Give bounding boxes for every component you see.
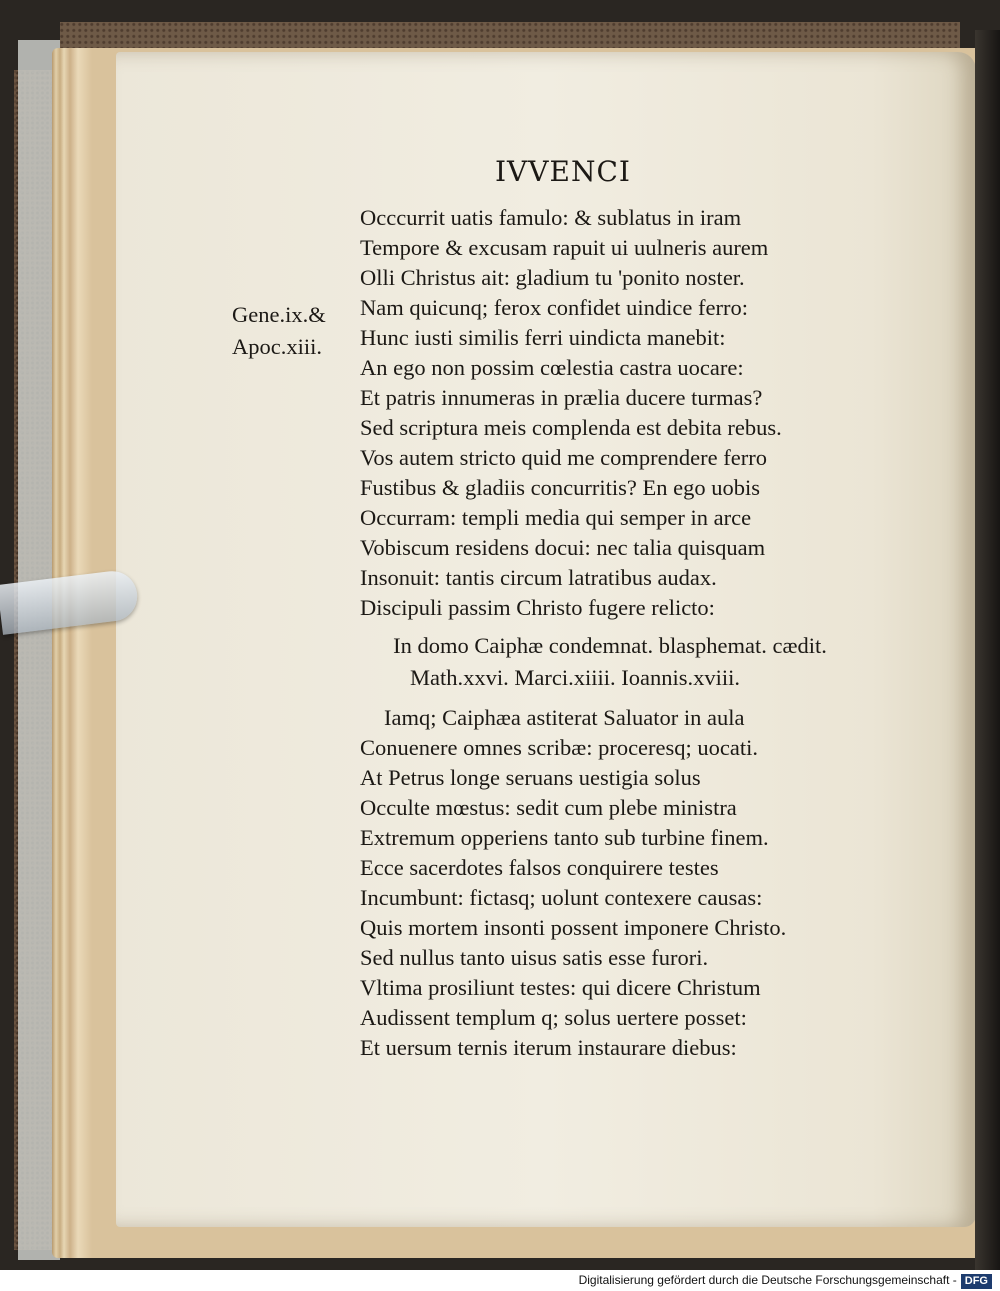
section-reference: Math.xxvi. Marci.xiiii. Ioannis.xviii. <box>410 665 740 690</box>
footer-credit <box>0 1270 1000 1291</box>
dfg-logo: DFG <box>961 1274 992 1289</box>
verse-line: Tempore & excusam rapuit ui uulneris aurem <box>360 235 769 260</box>
verse-line: Extremum opperiens tanto sub turbine finem. <box>360 825 769 850</box>
section-heading: In domo Caiphæ condemnat. blasphemat. cædit. <box>393 633 827 658</box>
verse-line: Conuenere omnes scribæ: proceresq; uocati. <box>360 735 759 760</box>
verse-line: Incumbunt: fictasq; uolunt contexere causas: <box>360 885 763 910</box>
margin-note-apocalypse: Apoc.xiii. <box>232 334 322 359</box>
verse-line: Occcurrit uatis famulo: & sublatus in iram <box>360 205 742 230</box>
footer-text: Digitalisierung gefördert durch die Deutsche Forschungsgemeinschaft - <box>578 1273 957 1287</box>
verse-line: Quis mortem insonti possent imponere Christo. <box>360 915 787 940</box>
verse-line: Vobiscum residens docui: nec talia quisquam <box>360 535 766 560</box>
verse-line: Sed nullus tanto uisus satis esse furori. <box>360 945 709 970</box>
verse-line: Sed scriptura meis complenda est debita rebus. <box>360 415 782 440</box>
section-gap <box>360 623 860 631</box>
margin-note-genesis: Gene.ix.& <box>232 302 326 327</box>
verse-line: Occulte mœstus: sedit cum plebe ministra <box>360 795 737 820</box>
verse-line: Nam quicunq; ferox confidet uindice ferro: <box>360 295 748 320</box>
verse-line: Et uersum ternis iterum instaurare diebus: <box>360 1035 737 1060</box>
verse-line: An ego non possim cœlestia castra uocare: <box>360 355 744 380</box>
verse-line: Vos autem stricto quid me comprendere ferro <box>360 445 767 470</box>
verse-line: Occurram: templi media qui semper in arce <box>360 505 752 530</box>
verse-line: Insonuit: tantis circum latratibus audax. <box>360 565 717 590</box>
verse-line: Audissent templum q; solus uertere posset: <box>360 1005 747 1030</box>
verse-line: Hunc iusti similis ferri uindicta manebit: <box>360 325 726 350</box>
verse-line: Discipuli passim Christo fugere relicto: <box>360 595 715 620</box>
verse-line: Fustibus & gladiis concurritis? En ego uobis <box>360 475 760 500</box>
section-gap <box>360 695 860 703</box>
verse-line: At Petrus longe seruans uestigia solus <box>360 765 701 790</box>
verse-text <box>360 203 860 1063</box>
verse-line: Et patris innumeras in prælia ducere turmas? <box>360 385 763 410</box>
verse-line: Olli Christus ait: gladium tu 'ponito noster. <box>360 265 745 290</box>
running-head: IVVENCI <box>495 155 631 188</box>
verse-line: Vltima prosiliunt testes: qui dicere Christum <box>360 975 761 1000</box>
gutter-shadow <box>975 30 1000 1270</box>
verse-line: Ecce sacerdotes falsos conquirere testes <box>360 855 719 880</box>
verse-line: Iamq; Caiphæa astiterat Saluator in aula <box>384 705 745 730</box>
